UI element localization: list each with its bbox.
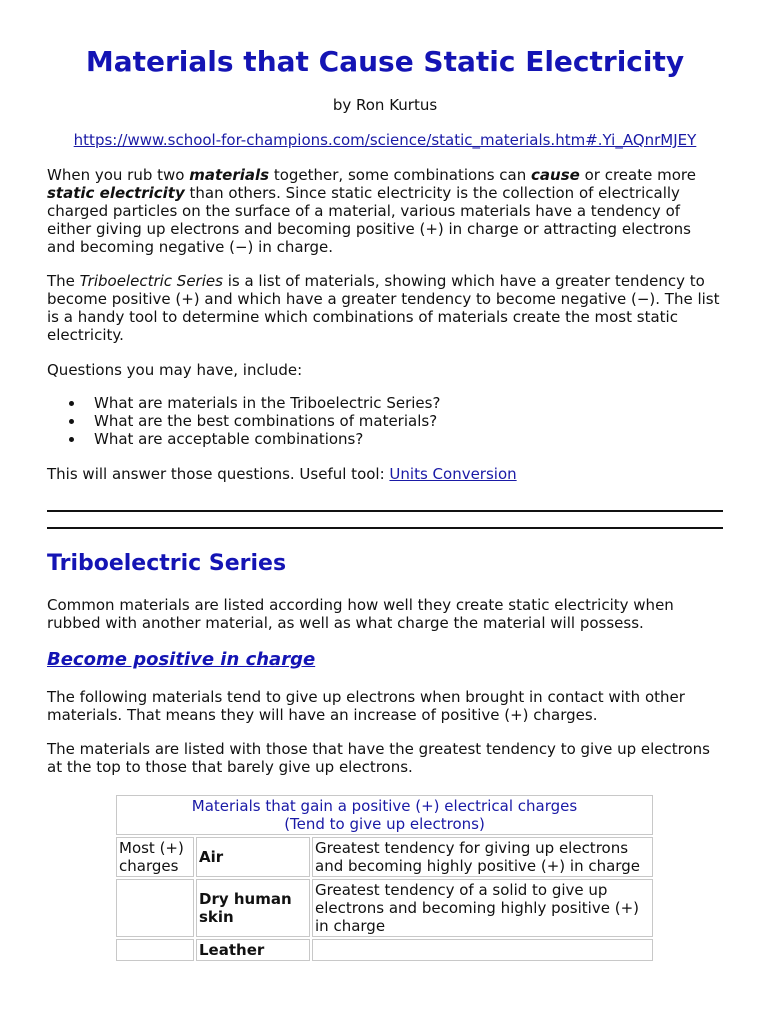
series-text-1: The: [47, 272, 80, 290]
subsection-paragraph-2: The materials are listed with those that have the greatest tendency to give up electrons at the top to those that barely give up electrons.: [47, 740, 710, 776]
list-item: What are materials in the Triboelectric Series?: [47, 394, 440, 412]
table-cell-level: Most (+) charges: [116, 837, 194, 877]
table-cell-description: Greatest tendency of a solid to give up electrons and becoming highly positive (+) in charge: [312, 879, 653, 937]
positive-materials-table: [114, 793, 655, 963]
intro-text-1: When you rub two: [47, 166, 190, 184]
table-header: [116, 795, 653, 835]
table-cell-level: [116, 939, 194, 961]
list-item: What are acceptable combinations?: [47, 430, 440, 448]
table-cell-description: [312, 939, 653, 961]
section-intro: Common materials are listed according how well they create static electricity when rubbed with another material, as well as what charge the material will possess.: [47, 596, 674, 632]
series-paragraph: [47, 272, 723, 344]
table-cell-material: Leather: [196, 939, 310, 961]
questions-list: [47, 394, 440, 448]
table-cell-material: Air: [196, 837, 310, 877]
source-url-link[interactable]: https://www.school-for-champions.com/science/static_materials.htm#.Yi_AQnrMJEY: [73, 131, 697, 149]
questions-intro: Questions you may have, include:: [47, 361, 303, 379]
answer-text: This will answer those questions. Useful tool:: [47, 465, 390, 483]
list-item: What are the best combinations of materials?: [47, 412, 440, 430]
intro-text-4: than others. Since static electricity is the collection of electrically charged particles on the surface of a material, various materials have a tendency of either giving up electrons and becoming positive (+) in charge or attracting electrons and becoming negative (−) in charge.: [47, 184, 691, 256]
units-conversion-link[interactable]: Units Conversion: [389, 465, 517, 483]
intro-text-2: together, some combinations can: [269, 166, 532, 184]
table-header-row: [116, 795, 653, 835]
intro-text-3: or create more: [579, 166, 696, 184]
table-cell-description: Greatest tendency for giving up electrons and becoming highly positive (+) in charge: [312, 837, 653, 877]
table-header-line1: Materials that gain a positive (+) electrical charges: [191, 797, 578, 815]
subsection-paragraph-1: The following materials tend to give up electrons when brought in contact with other materials. That means they will have an increase of positive (+) charges.: [47, 688, 685, 724]
table-header-line2: (Tend to give up electrons): [284, 815, 485, 833]
author-byline: by Ron Kurtus: [332, 96, 438, 114]
source-url: [47, 131, 723, 149]
table-cell-level: [116, 879, 194, 937]
page-title: Materials that Cause Static Electricity: [85, 45, 685, 78]
answer-paragraph: [47, 465, 723, 483]
table-row: [116, 879, 653, 937]
section-title: Triboelectric Series: [47, 551, 287, 576]
series-emphasis: Triboelectric Series: [79, 272, 223, 290]
divider: [47, 527, 723, 529]
intro-emphasis-cause: cause: [531, 166, 580, 184]
series-text-2: is a list of materials, showing which have a greater tendency to become positive (+) and which have a greater tendency to become negative (−). The list is a handy tool to determine which combinations of materials create the most static electricity.: [47, 272, 720, 344]
divider: [47, 510, 723, 512]
table-row: [116, 939, 653, 961]
intro-emphasis-static: static electricity: [47, 184, 185, 202]
subsection-title: Become positive in charge: [47, 649, 316, 670]
table-row: [116, 837, 653, 877]
table-cell-material: Dry human skin: [196, 879, 310, 937]
intro-paragraph: [47, 166, 723, 256]
intro-emphasis-materials: materials: [189, 166, 270, 184]
